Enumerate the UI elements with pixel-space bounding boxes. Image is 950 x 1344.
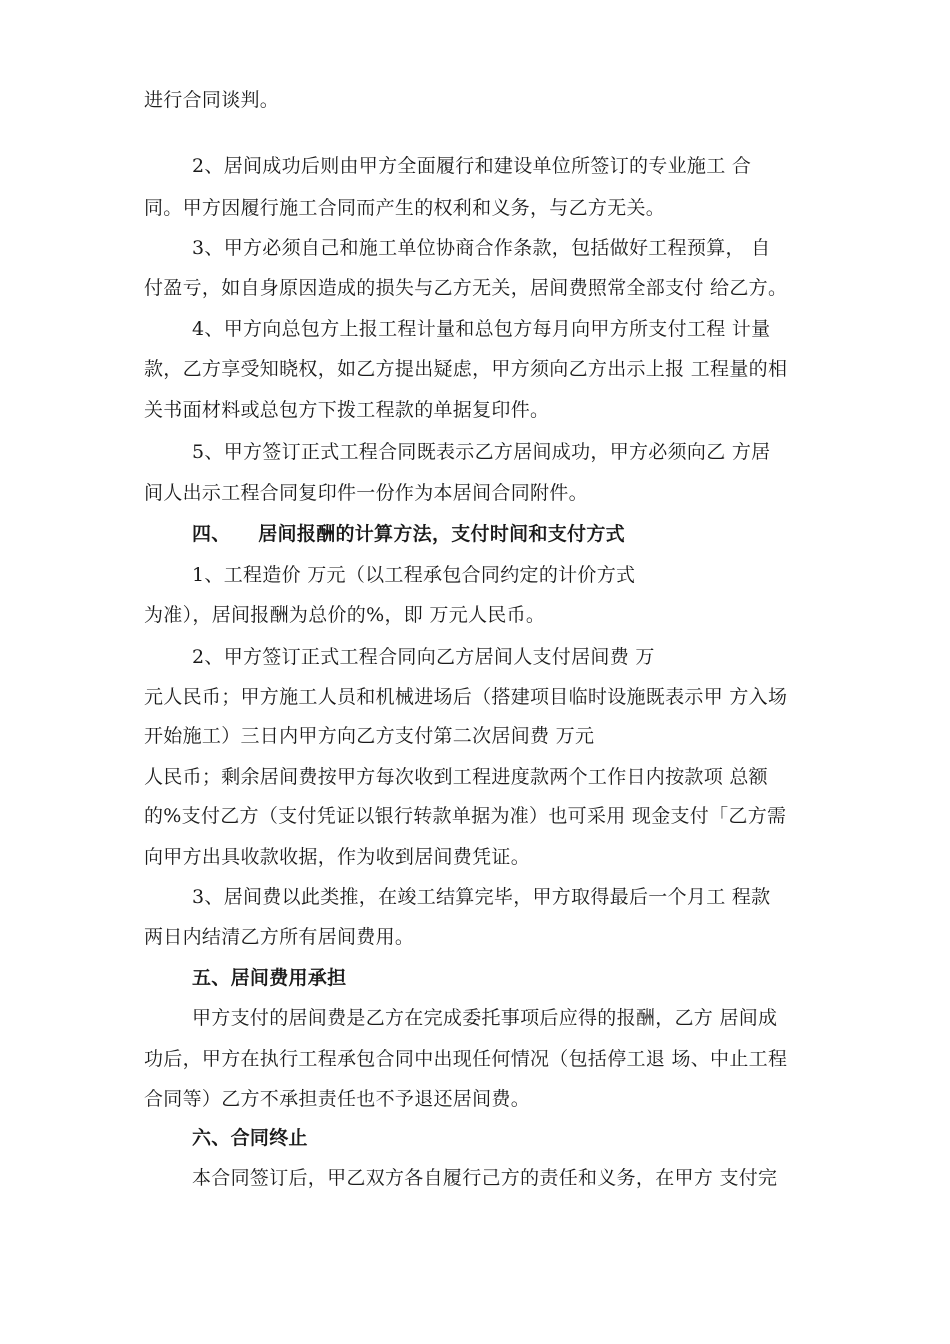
text-line: 关书面材料或总包方下拨工程款的单据复印件。	[144, 399, 550, 421]
clause-3-line-1: 3、甲方必须自己和施工单位协商合作条款，包括做好工程预算， 自	[192, 237, 771, 259]
section-5-paragraph: 甲方支付的居间费是乙方在完成委托事项后应得的报酬，乙方 居间成	[192, 1007, 778, 1029]
section-4-heading: 四、 居间报酬的计算方法，支付时间和支付方式	[192, 523, 625, 545]
text-line: 向甲方出具收款收据，作为收到居间费凭证。	[144, 846, 531, 868]
text-line: 开始施工）三日内甲方向乙方支付第二次居间费 万元	[144, 725, 595, 747]
clause-5-line-1: 5、甲方签订正式工程合同既表示乙方居间成功，甲方必须向乙 方居	[192, 441, 771, 463]
text-line: 两日内结清乙方所有居间费用。	[144, 926, 415, 948]
text-line: 功后，甲方在执行工程承包合同中出现任何情况（包括停工退 场、中止工程	[144, 1048, 788, 1070]
text-line: 款，乙方享受知晓权，如乙方提出疑虑，甲方须向乙方出示上报 工程量的相	[144, 358, 788, 380]
text-line: 人民币；剩余居间费按甲方每次收到工程进度款两个工作日内按款项 总额	[144, 766, 768, 788]
text-line: 同。甲方因履行施工合同而产生的权利和义务，与乙方无关。	[144, 197, 666, 219]
section-4-item-3: 3、居间费以此类推，在竣工结算完毕，甲方取得最后一个月工 程款	[192, 886, 771, 908]
text-line: 进行合同谈判。	[144, 89, 280, 111]
section-5-heading: 五、居间费用承担	[192, 967, 347, 989]
text-line: 付盈亏，如自身原因造成的损失与乙方无关，居间费照常全部支付 给乙方。	[144, 277, 788, 299]
section-4-item-1: 1、工程造价 万元（以工程承包合同约定的计价方式	[192, 564, 636, 586]
clause-2-line-1: 2、居间成功后则由甲方全面履行和建设单位所签订的专业施工 合	[192, 155, 752, 177]
clause-4-line-1: 4、甲方向总包方上报工程计量和总包方每月向甲方所支付工程 计量	[192, 318, 771, 340]
text-line: 的%支付乙方（支付凭证以银行转款单据为准）也可采用 现金支付「乙方需	[144, 805, 787, 827]
text-line: 间人出示工程合同复印件一份作为本居间合同附件。	[144, 482, 588, 504]
text-line: 元人民币；甲方施工人员和机械进场后（搭建项目临时设施既表示甲 方入场	[144, 686, 788, 708]
section-6-paragraph: 本合同签订后，甲乙双方各自履行己方的责任和义务，在甲方 支付完	[192, 1167, 778, 1189]
text-line: 合同等）乙方不承担责任也不予退还居间费。	[144, 1088, 531, 1110]
section-6-heading: 六、合同终止	[192, 1127, 308, 1149]
text-line: 为准），居间报酬为总价的%，即 万元人民币。	[144, 604, 546, 626]
section-4-item-2: 2、甲方签订正式工程合同向乙方居间人支付居间费 万	[192, 646, 655, 668]
